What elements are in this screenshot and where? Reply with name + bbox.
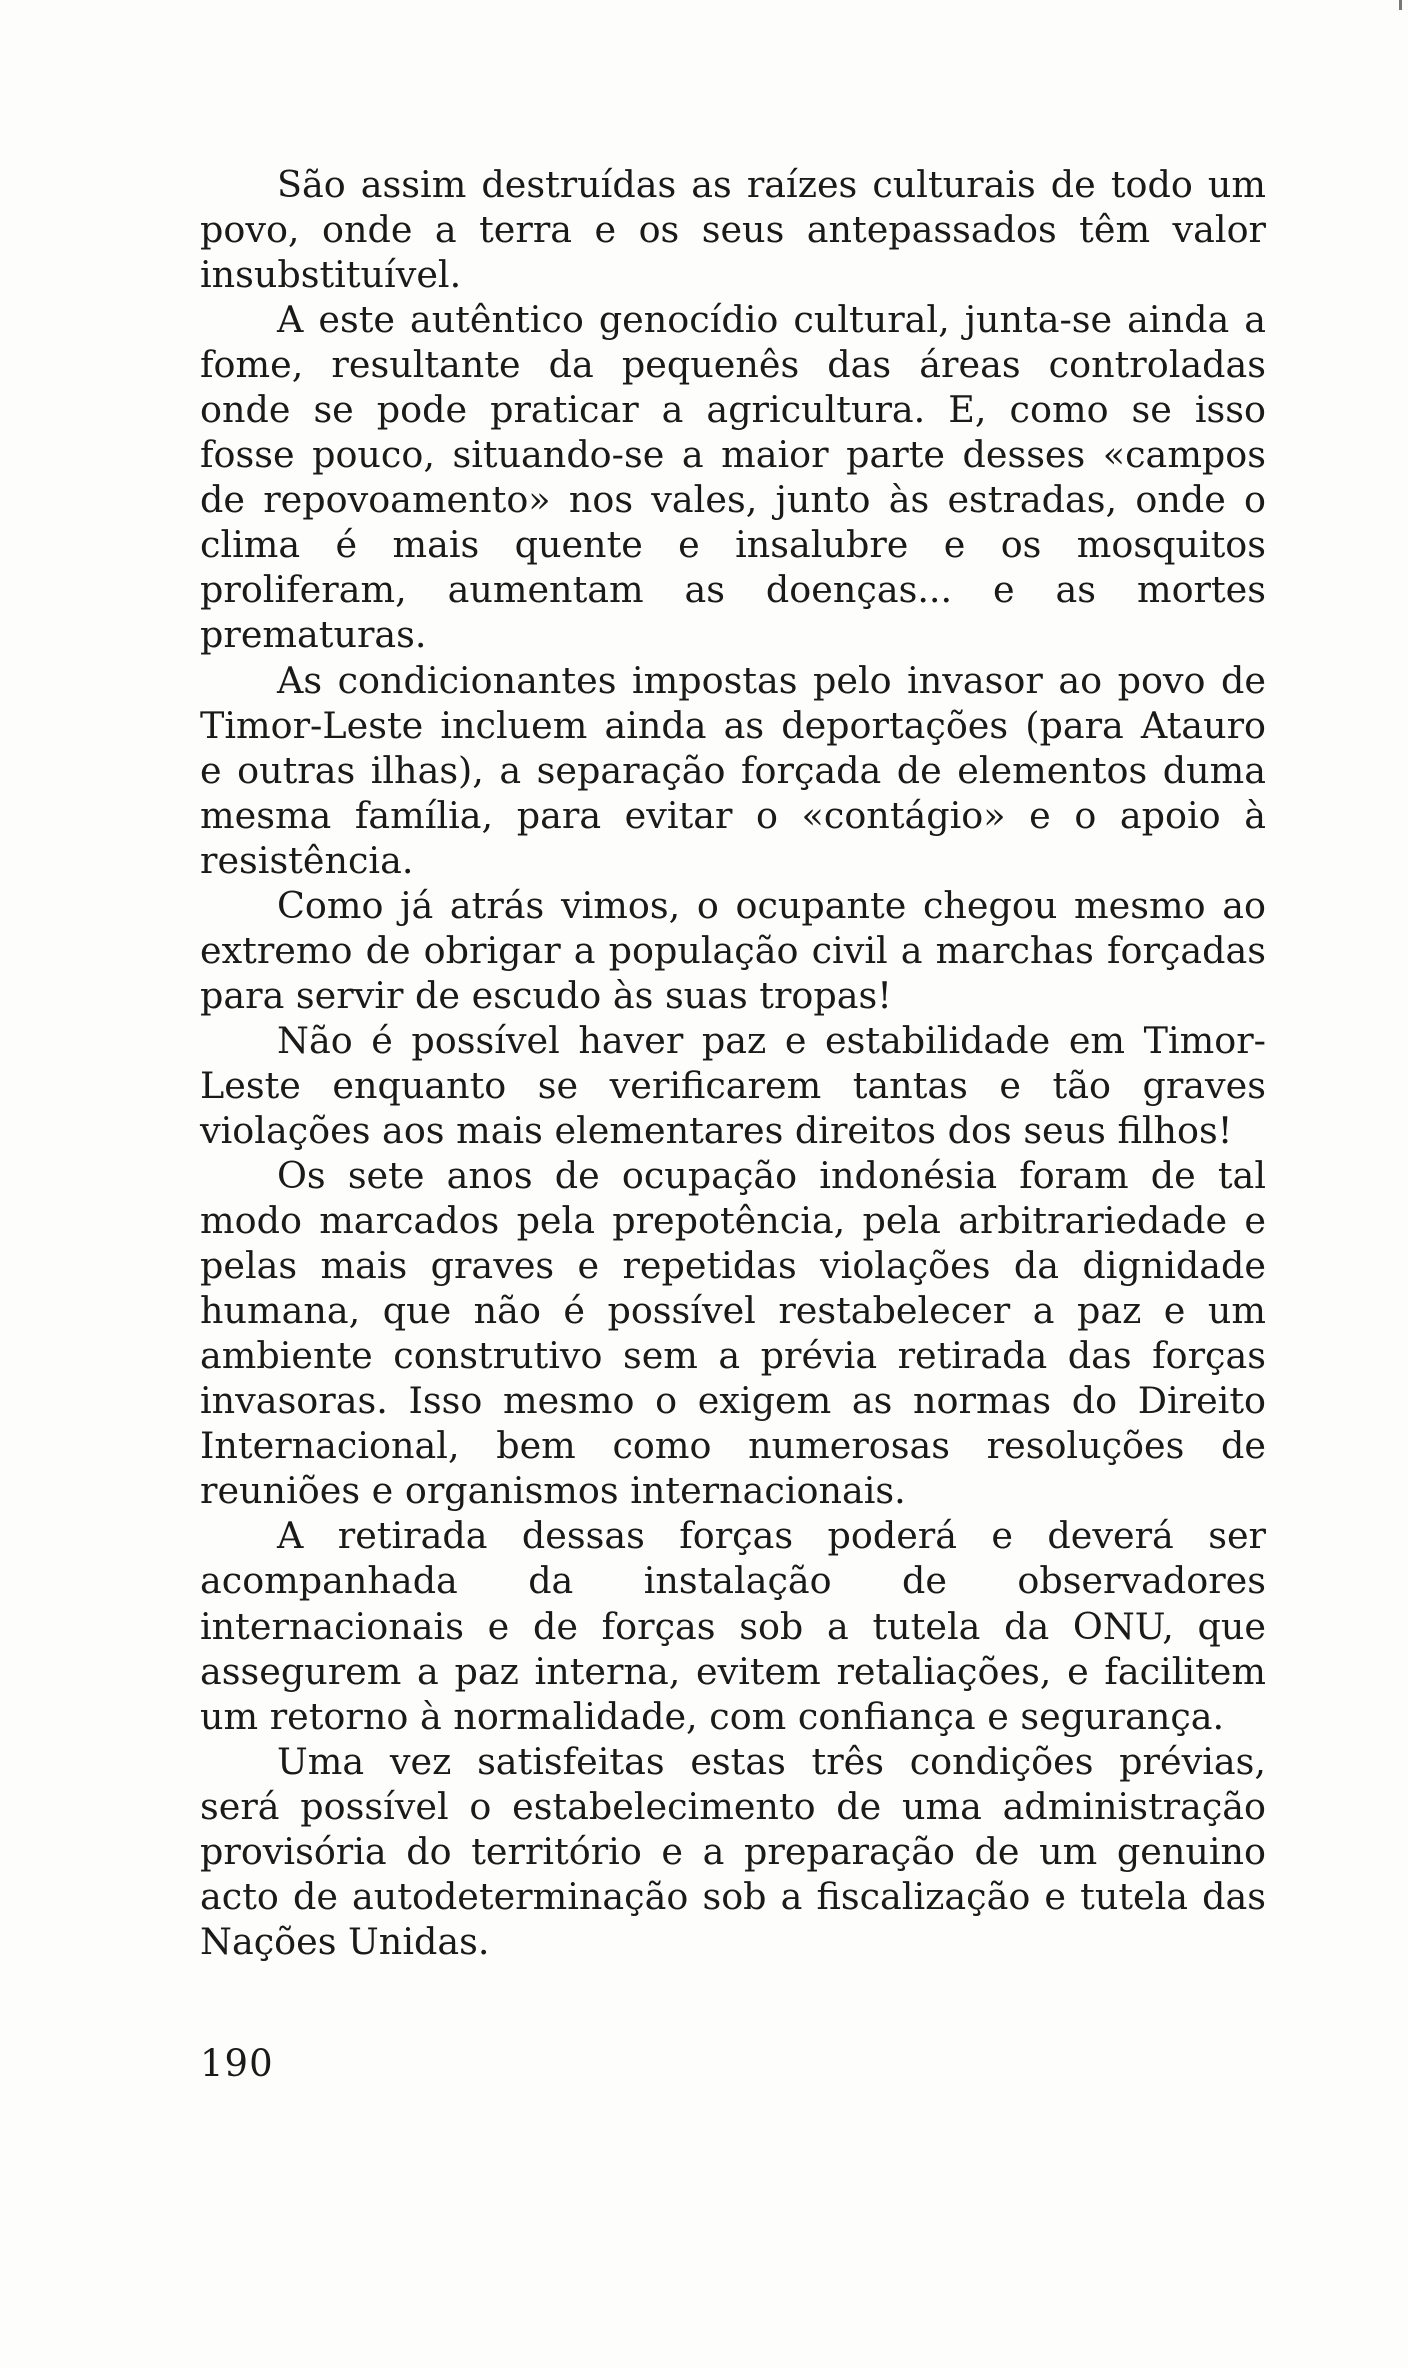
paragraph: Não é possível haver paz e estabilidade em Timor-Leste enquanto se verificarem tantas e tão graves violações aos mais elementares direitos dos seus filhos! (200, 1018, 1266, 1152)
paragraph: A retirada dessas forças poderá e deverá ser acompanhada da instalação de observadores internacionais e de forças sob a tutela da ONU, que assegurem a paz interna, evitem retaliações, e facilitem um retorno à normalidade, com confiança e segurança. (200, 1514, 1266, 1738)
paragraph: Os sete anos de ocupação indonésia foram de tal modo marcados pela prepotência, pela arbitrariedade e pelas mais graves e repetidas violações da dignidade humana, que não é possível restabelecer a paz e um ambiente construtivo sem a prévia retirada das forças invasoras. Isso mesmo o exigem as normas do Direito Internacional, bem como numerosas resoluções de reuniões e organismos internacionais. (200, 1154, 1266, 1513)
body-text (200, 162, 1266, 1964)
paragraph: São assim destruídas as raízes culturais de todo um povo, onde a terra e os seus antepassados têm valor insubstituível. (200, 163, 1266, 297)
page-number: 190 (200, 2042, 274, 2085)
scan-mark (1399, 0, 1402, 10)
paragraph: As condicionantes impostas pelo invasor ao povo de Timor-Leste incluem ainda as deportações (para Atauro e outras ilhas), a separação forçada de elementos duma mesma família, para evitar o «contágio» e o apoio à resistência. (200, 658, 1266, 882)
paragraph: Uma vez satisfeitas estas três condições prévias, será possível o estabelecimento de uma administração provisória do território e a preparação de um genuino acto de autodeterminação sob a fiscalização e tutela das Nações Unidas. (200, 1739, 1266, 1963)
paragraph: A este autêntico genocídio cultural, junta-se ainda a fome, resultante da pequenês das áreas controladas onde se pode praticar a agricultura. E, como se isso fosse pouco, situando-se a maior parte desses «campos de repovoamento» nos vales, junto às estradas, onde o clima é mais quente e insalubre e os mosquitos proliferam, aumentam as doenças... e as mortes prematuras. (200, 298, 1266, 657)
paragraph: Como já atrás vimos, o ocupante chegou mesmo ao extremo de obrigar a população civil a marchas forçadas para servir de escudo às suas tropas! (200, 883, 1266, 1017)
